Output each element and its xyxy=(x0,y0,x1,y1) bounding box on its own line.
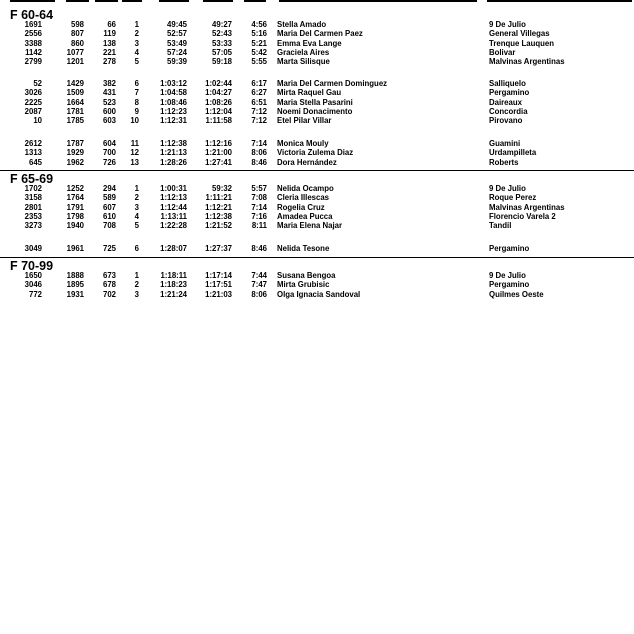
runner-name: Mirta Raquel Gau xyxy=(277,88,342,98)
official-time: 1:18:11 xyxy=(160,271,187,280)
runner-city: Pirovano xyxy=(489,116,523,126)
runner-name: Stella Amado xyxy=(277,20,327,29)
category-position: 13 xyxy=(130,157,139,167)
section-title: F 60-64 xyxy=(10,8,54,22)
net-time: 1:21:03 xyxy=(205,289,232,299)
runner-name: Victoria Zulema Diaz xyxy=(277,148,354,158)
category-number: 604 xyxy=(102,139,116,148)
official-time: 1:21:24 xyxy=(160,289,187,299)
category-position: 1 xyxy=(134,20,139,29)
bib-number: 3388 xyxy=(24,38,42,48)
pace: 5:55 xyxy=(251,57,267,67)
bib-number: 1691 xyxy=(24,20,42,29)
net-time: 1:02:44 xyxy=(205,79,232,88)
category-position: 4 xyxy=(134,47,139,57)
runner-city: Malvinas Argentinas xyxy=(489,57,565,67)
runner-city: Florencio Varela 2 xyxy=(489,211,556,221)
general-position: 1429 xyxy=(66,79,84,88)
runner-city: Tandil xyxy=(489,221,512,231)
bib-number: 2801 xyxy=(24,202,42,212)
category-number: 278 xyxy=(102,57,116,67)
official-time: 1:28:07 xyxy=(160,244,187,253)
category-number: 119 xyxy=(103,29,116,39)
bib-number: 2087 xyxy=(24,106,42,116)
official-time: 1:18:23 xyxy=(160,280,187,290)
official-time: 1:28:26 xyxy=(160,157,187,167)
runner-name: Maria Stella Pasarini xyxy=(277,97,353,107)
category-number: 138 xyxy=(102,38,116,48)
pace: 4:56 xyxy=(251,20,267,29)
result-row xyxy=(0,290,634,300)
bib-number: 1650 xyxy=(24,271,42,280)
general-position: 1787 xyxy=(66,139,84,148)
runner-name: Rogelia Cruz xyxy=(277,202,325,212)
header-rule-time xyxy=(159,0,189,2)
net-time: 59:18 xyxy=(212,57,232,67)
net-time: 1:12:21 xyxy=(205,202,232,212)
runner-name: Nelida Ocampo xyxy=(277,184,334,193)
bib-number: 1313 xyxy=(24,148,42,158)
runner-name: Marta Silisque xyxy=(277,57,330,67)
category-position: 11 xyxy=(130,139,139,148)
bib-number: 2612 xyxy=(24,139,42,148)
runner-name: Graciela Aires xyxy=(277,47,330,57)
runner-city: Roberts xyxy=(489,157,519,167)
category-position: 3 xyxy=(134,38,139,48)
category-number: 708 xyxy=(102,221,116,231)
general-position: 1929 xyxy=(66,148,84,158)
category-position: 2 xyxy=(134,29,139,39)
general-position: 807 xyxy=(70,29,84,39)
official-time: 1:22:28 xyxy=(160,221,187,231)
runner-city: Pergamino xyxy=(489,88,530,98)
net-time: 1:12:04 xyxy=(205,106,232,116)
general-position: 1961 xyxy=(66,244,84,253)
result-row xyxy=(0,116,634,126)
net-time: 1:21:00 xyxy=(205,148,232,158)
official-time: 1:03:12 xyxy=(160,79,187,88)
header-rule-real-time xyxy=(203,0,233,2)
official-time: 1:21:13 xyxy=(160,148,187,158)
net-time: 1:11:21 xyxy=(205,193,232,203)
official-time: 1:08:46 xyxy=(160,97,187,107)
header-rule-position xyxy=(122,0,142,2)
general-position: 860 xyxy=(70,38,84,48)
net-time: 1:27:37 xyxy=(205,244,232,253)
official-time: 53:49 xyxy=(167,38,187,48)
header-rule-pace xyxy=(244,0,266,2)
category-position: 1 xyxy=(134,184,139,193)
bib-number: 10 xyxy=(33,116,42,126)
header-rule-bib xyxy=(10,0,55,2)
pace: 8:46 xyxy=(251,244,267,253)
net-time: 57:05 xyxy=(212,47,232,57)
runner-name: Dora Hernández xyxy=(277,157,337,167)
pace: 5:16 xyxy=(251,29,267,39)
general-position: 1077 xyxy=(66,47,84,57)
official-time: 1:00:31 xyxy=(160,184,187,193)
bib-number: 2353 xyxy=(24,211,42,221)
bib-number: 3273 xyxy=(24,221,42,231)
official-time: 59:39 xyxy=(167,57,187,67)
category-position: 5 xyxy=(134,221,139,231)
pace: 7:12 xyxy=(251,106,267,116)
general-position: 598 xyxy=(70,20,84,29)
bib-number: 3049 xyxy=(24,244,42,253)
net-time: 1:27:41 xyxy=(205,157,232,167)
runner-city: Concordia xyxy=(489,106,528,116)
category-position: 6 xyxy=(134,79,139,88)
pace: 8:06 xyxy=(251,289,267,299)
runner-city: Salliquelo xyxy=(489,79,526,88)
runner-city: Malvinas Argentinas xyxy=(489,202,565,212)
official-time: 1:13:11 xyxy=(160,211,187,221)
category-position: 6 xyxy=(134,244,139,253)
bib-number: 772 xyxy=(28,289,42,299)
bib-number: 2225 xyxy=(24,97,42,107)
result-row xyxy=(0,158,634,168)
category-position: 3 xyxy=(134,202,139,212)
pace: 8:11 xyxy=(251,221,267,231)
header-rule-name xyxy=(279,0,477,2)
pace: 7:16 xyxy=(251,211,267,221)
runner-city: Pergamino xyxy=(489,244,530,253)
category-number: 700 xyxy=(102,148,116,158)
official-time: 52:57 xyxy=(167,29,187,39)
official-time: 1:12:44 xyxy=(160,202,187,212)
net-time: 49:27 xyxy=(212,20,232,29)
pace: 7:44 xyxy=(251,271,267,280)
official-time: 57:24 xyxy=(167,47,187,57)
runner-city: Roque Perez xyxy=(489,193,537,203)
net-time: 59:32 xyxy=(212,184,232,193)
category-number: 607 xyxy=(102,202,116,212)
bib-number: 645 xyxy=(28,157,42,167)
general-position: 1940 xyxy=(66,221,84,231)
pace: 5:42 xyxy=(251,47,267,57)
net-time: 52:43 xyxy=(212,29,232,39)
section-title: F 65-69 xyxy=(10,172,54,186)
pace: 5:57 xyxy=(251,184,267,193)
pace: 7:14 xyxy=(251,139,267,148)
runner-name: Monica Mouly xyxy=(277,139,329,148)
runner-name: Olga Ignacia Sandoval xyxy=(277,289,361,299)
category-position: 12 xyxy=(130,148,139,158)
section-title: F 70-99 xyxy=(10,259,54,273)
runner-name: Amadea Pucca xyxy=(277,211,333,221)
category-number: 725 xyxy=(102,244,116,253)
runner-name: Cleria Illescas xyxy=(277,193,330,203)
runner-name: Etel Pilar Villar xyxy=(277,116,332,126)
category-number: 294 xyxy=(102,184,116,193)
category-number: 673 xyxy=(102,271,116,280)
category-position: 3 xyxy=(134,289,139,299)
official-time: 1:12:38 xyxy=(160,139,187,148)
general-position: 1509 xyxy=(66,88,84,98)
net-time: 1:21:52 xyxy=(205,221,232,231)
runner-city: Daireaux xyxy=(489,97,522,107)
pace: 8:06 xyxy=(251,148,267,158)
category-number: 702 xyxy=(102,289,116,299)
bib-number: 3158 xyxy=(24,193,42,203)
general-position: 1201 xyxy=(66,57,84,67)
category-number: 603 xyxy=(102,116,116,126)
category-position: 10 xyxy=(130,116,139,126)
net-time: 1:17:14 xyxy=(205,271,232,280)
runner-city: Guamini xyxy=(489,139,521,148)
general-position: 1895 xyxy=(66,280,84,290)
category-number: 589 xyxy=(102,193,116,203)
pace: 6:17 xyxy=(251,79,267,88)
runner-city: Pergamino xyxy=(489,280,530,290)
section-divider xyxy=(0,257,634,258)
runner-city: Quilmes Oeste xyxy=(489,289,544,299)
pace: 7:12 xyxy=(251,116,267,126)
official-time: 1:12:23 xyxy=(160,106,187,116)
result-row xyxy=(0,244,634,254)
general-position: 1764 xyxy=(66,193,84,203)
general-position: 1798 xyxy=(66,211,84,221)
pace: 6:51 xyxy=(251,97,267,107)
official-time: 1:12:31 xyxy=(160,116,187,126)
net-time: 1:17:51 xyxy=(205,280,232,290)
category-position: 7 xyxy=(134,88,139,98)
bib-number: 1702 xyxy=(24,184,42,193)
result-row xyxy=(0,57,634,67)
runner-city: Urdampilleta xyxy=(489,148,537,158)
category-number: 221 xyxy=(102,47,116,57)
runner-city: General Villegas xyxy=(489,29,550,39)
category-position: 5 xyxy=(134,57,139,67)
general-position: 1931 xyxy=(66,289,84,299)
general-position: 1791 xyxy=(66,202,84,212)
general-position: 1252 xyxy=(66,184,84,193)
general-position: 1962 xyxy=(66,157,84,167)
runner-city: 9 De Julio xyxy=(489,184,526,193)
category-number: 678 xyxy=(102,280,116,290)
official-time: 1:04:58 xyxy=(160,88,187,98)
official-time: 1:12:13 xyxy=(160,193,187,203)
runner-name: Nelida Tesone xyxy=(277,244,330,253)
net-time: 1:12:16 xyxy=(205,139,232,148)
section-divider xyxy=(0,170,634,171)
runner-name: Maria Del Carmen Dominguez xyxy=(277,79,388,88)
runner-name: Maria Elena Najar xyxy=(277,221,343,231)
runner-name: Susana Bengoa xyxy=(277,271,336,280)
general-position: 1888 xyxy=(66,271,84,280)
runner-city: Bolivar xyxy=(489,47,516,57)
net-time: 1:11:58 xyxy=(205,116,232,126)
runner-name: Mirta Grubisic xyxy=(277,280,330,290)
category-position: 9 xyxy=(134,106,139,116)
pace: 5:21 xyxy=(251,38,267,48)
pace: 7:47 xyxy=(251,280,267,290)
category-number: 66 xyxy=(107,20,116,29)
category-number: 600 xyxy=(102,106,116,116)
category-number: 610 xyxy=(102,211,116,221)
pace: 7:14 xyxy=(251,202,267,212)
runner-name: Noemi Donacimento xyxy=(277,106,353,116)
category-position: 1 xyxy=(134,271,139,280)
net-time: 53:33 xyxy=(212,38,232,48)
pace: 8:46 xyxy=(251,157,267,167)
bib-number: 3026 xyxy=(24,88,42,98)
general-position: 1785 xyxy=(66,116,84,126)
net-time: 1:04:27 xyxy=(205,88,232,98)
category-number: 523 xyxy=(102,97,116,107)
bib-number: 3046 xyxy=(24,280,42,290)
header-rule-category xyxy=(95,0,118,2)
header-rule-city xyxy=(487,0,632,2)
runner-city: 9 De Julio xyxy=(489,271,526,280)
net-time: 1:08:26 xyxy=(205,97,232,107)
general-position: 1781 xyxy=(66,106,84,116)
bib-number: 2556 xyxy=(24,29,42,39)
bib-number: 2799 xyxy=(24,57,42,67)
official-time: 49:45 xyxy=(167,20,187,29)
pace: 7:08 xyxy=(251,193,267,203)
category-position: 2 xyxy=(134,193,139,203)
category-position: 8 xyxy=(134,97,139,107)
runner-city: Trenque Lauquen xyxy=(489,38,554,48)
category-number: 726 xyxy=(102,157,116,167)
runner-name: Maria Del Carmen Paez xyxy=(277,29,363,39)
bib-number: 1142 xyxy=(25,47,42,57)
header-rule-general xyxy=(66,0,89,2)
bib-number: 52 xyxy=(33,79,42,88)
pace: 6:27 xyxy=(251,88,267,98)
category-number: 431 xyxy=(102,88,116,98)
category-number: 382 xyxy=(102,79,116,88)
general-position: 1664 xyxy=(66,97,84,107)
category-position: 2 xyxy=(134,280,139,290)
runner-city: 9 De Julio xyxy=(489,20,526,29)
net-time: 1:12:38 xyxy=(205,211,232,221)
runner-name: Emma Eva Lange xyxy=(277,38,342,48)
category-position: 4 xyxy=(134,211,139,221)
result-row xyxy=(0,221,634,231)
